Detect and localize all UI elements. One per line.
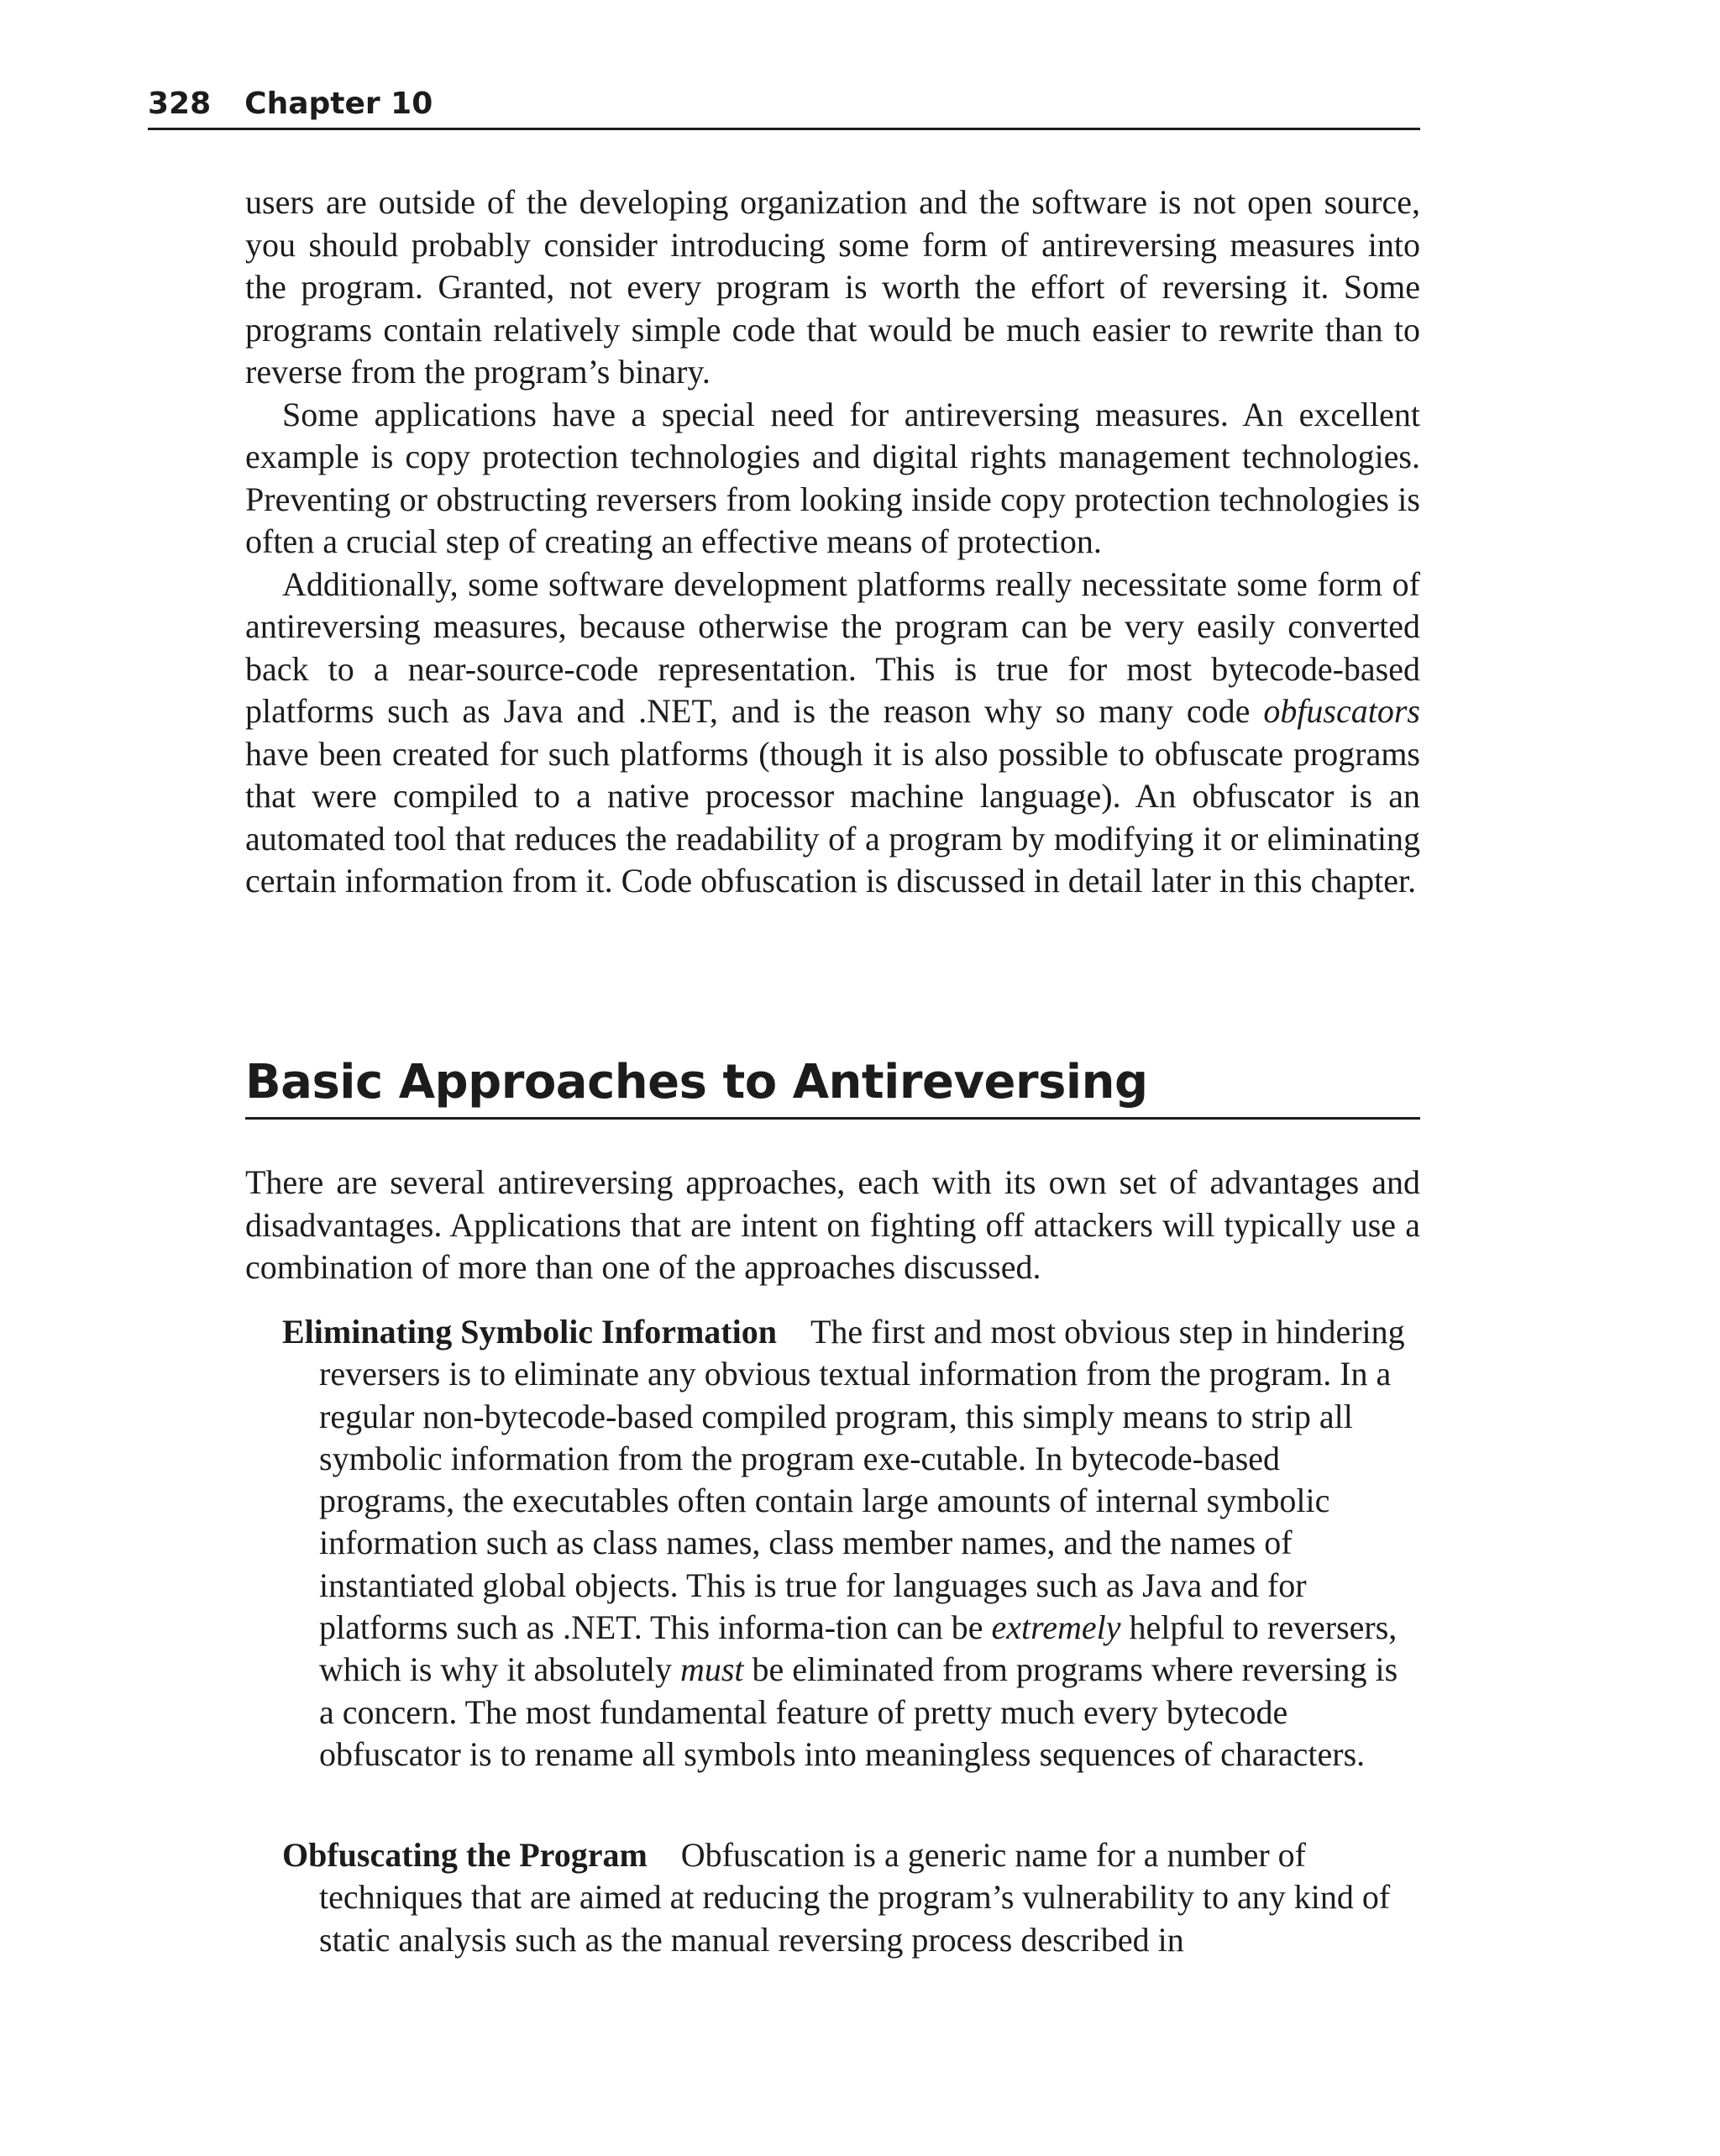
paragraph: Additionally, some software development platforms really necessitate some form of antireversing measures, because otherwise the program can be very easily converted back to a near-source-code representation. This is true for most bytecode-based platforms such as Java and .NET, and is the reason why so many code obfuscators have been created for such platforms (though it is also possible to obfuscate programs that were compiled to a native processor machine language). An obfuscator is an automated tool that reduces the readability of a program by modifying it or eliminating certain information from it. Code obfuscation is discussed in detail later in this chapter. bbox=[245, 564, 1420, 900]
paragraph: users are outside of the developing organization and the software is not open source, you should probably consider introducing some form of antireversing measures into the program. Granted, not every program is worth the effort of reversing it. Some programs contain relatively simple code that would be much easier to rewrite than to reverse from the program’s binary. bbox=[245, 183, 1420, 391]
definition-term: Obfuscating the Program bbox=[282, 1836, 648, 1874]
section-heading: Basic Approaches to Antireversing bbox=[245, 1048, 1420, 1120]
paragraph: Some applications have a special need for antireversing measures. An excellent example is copy protection technologies and digital rights management technologies. Preventing or obstructing reversers from looking inside copy protection technologies is often a crucial step of creating an effective means of protection. bbox=[245, 395, 1420, 560]
definition-entry: Obfuscating the Program Obfuscation is a generic name for a number of techniques that are aimed at reducing the program’s vulnerability to any kind of static analysis such as the manual reversing process described in bbox=[282, 1836, 1391, 1959]
section-intro bbox=[245, 1162, 1420, 1289]
paragraph: There are several antireversing approaches, each with its own set of advantages and disadvantages. Applications that are intent on fighting off attackers will typically use a combination of more than one of the approaches discussed. bbox=[245, 1163, 1420, 1286]
emphasis: extremely bbox=[991, 1608, 1121, 1647]
definition-term: Eliminating Symbolic Information bbox=[282, 1313, 777, 1351]
chapter-label: Chapter 10 bbox=[244, 87, 433, 121]
running-head bbox=[148, 81, 1420, 130]
definition-entry: Eliminating Symbolic Information The first and most obvious step in hindering reversers is to eliminate any obvious textual information from the program. In a regular non-bytecode-based compiled program, this simply means to strip all symbolic information from the program exe-cutable. In bytecode-based programs, the executables often contain large amounts of internal symbolic information such as class names, class member names, and the names of instantiated global objects. This is true for languages such as Java and for platforms such as .NET. This informa-tion can be extremely helpful to reversers, which is why it absolutely must be eliminated from programs where reversing is a concern. The most fundamental feature of pretty much every bytecode obfuscator is to rename all symbols into meaningless sequences of characters. bbox=[282, 1313, 1405, 1773]
emphasis: must bbox=[679, 1650, 744, 1689]
intro-text bbox=[245, 181, 1420, 903]
emphasis: obfuscators bbox=[1263, 692, 1420, 730]
page-number: 328 bbox=[148, 87, 212, 121]
